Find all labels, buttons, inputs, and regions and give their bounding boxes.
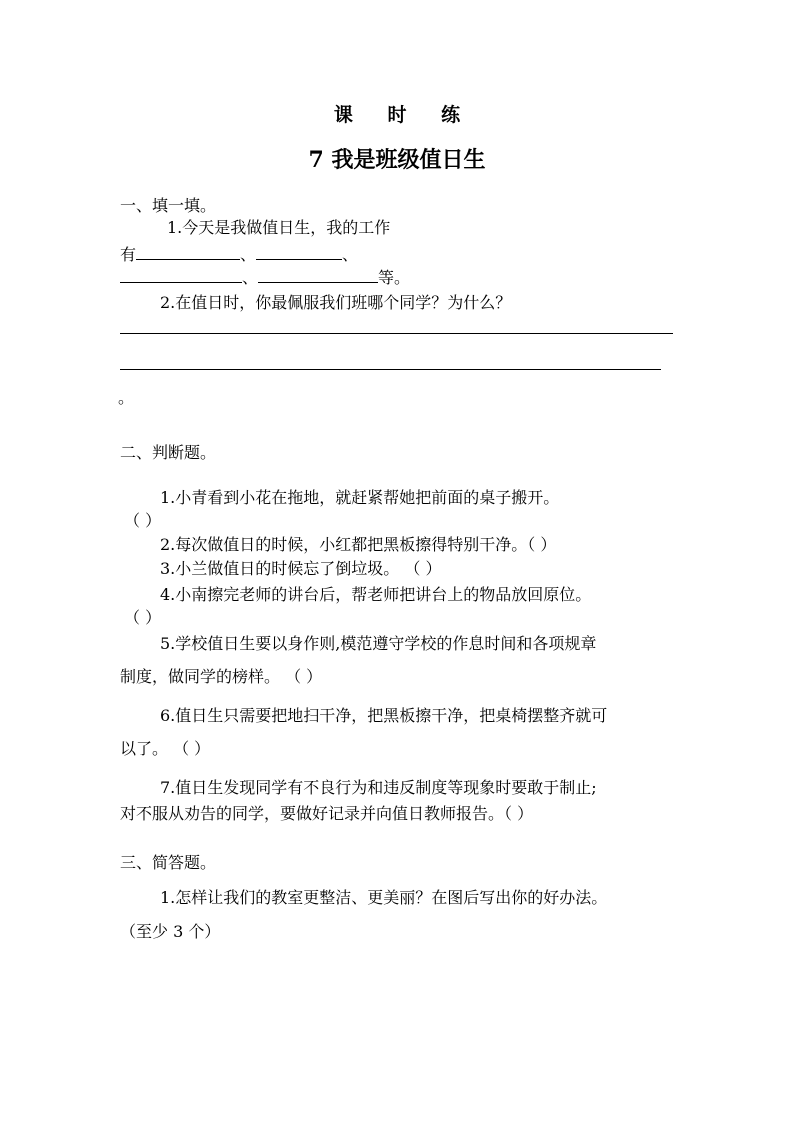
- judge-item-6-cont: 以了。 （ ）: [120, 739, 211, 758]
- judge-item-5-cont: 制度，做同学的榜样。 （ ）: [120, 667, 323, 686]
- judge-item-7-cont: 对不服从劝告的同学，要做好记录并向值日教师报告。（ ）: [120, 804, 534, 823]
- section-3-heading: 三、简答题。: [120, 853, 217, 872]
- section-1-heading: 一、填一填。: [120, 196, 217, 215]
- judge-item-3: 3.小兰做值日的时候忘了倒垃圾。 （ ）: [160, 559, 442, 578]
- separator: 、: [242, 268, 259, 287]
- fill-q1-prefix: 有: [120, 245, 137, 264]
- fill-q1-line3: [120, 266, 410, 289]
- separator: 、: [342, 245, 359, 264]
- short-q1-line2: （至少 3 个）: [120, 922, 221, 941]
- section-2-heading: 二、判断题。: [120, 443, 217, 462]
- judge-item-6: 6.值日生只需要把地扫干净，把黑板擦干净，把桌椅摆整齐就可: [160, 706, 608, 725]
- answer-blank-3[interactable]: [120, 266, 242, 283]
- answer-line-2[interactable]: [120, 369, 661, 370]
- judge-item-1: 1.小青看到小花在拖地，就赶紧帮她把前面的桌子搬开。: [160, 488, 560, 507]
- short-q1-line1: 1.怎样让我们的教室更整洁、更美丽？在图后写出你的好办法。: [160, 888, 608, 907]
- fill-q1-end: 等。: [378, 268, 411, 287]
- worksheet-title: 课 时 练: [333, 104, 475, 126]
- fill-q2-end: 。: [118, 388, 135, 407]
- judge-item-5: 5.学校值日生要以身作则,模范遵守学校的作息时间和各项规章: [160, 634, 597, 653]
- judge-item-4-bracket[interactable]: （ ）: [124, 608, 162, 627]
- judge-item-1-bracket[interactable]: （ ）: [124, 511, 162, 530]
- answer-blank-1[interactable]: [136, 243, 240, 260]
- answer-line-1[interactable]: [120, 333, 673, 334]
- separator: 、: [240, 245, 257, 264]
- answer-blank-4[interactable]: [258, 266, 378, 283]
- answer-blank-2[interactable]: [256, 243, 342, 260]
- judge-item-2: 2.每次做值日的时候，小红都把黑板擦得特别干净。（ ）: [160, 535, 557, 554]
- lesson-title: 7 我是班级值日生: [308, 147, 486, 173]
- fill-q1-line1: 1.今天是我做值日生，我的工作: [167, 218, 391, 237]
- judge-item-7: 7.值日生发现同学有不良行为和违反制度等现象时要敢于制止;: [160, 778, 597, 797]
- fill-q2: 2.在值日时，你最佩服我们班哪个同学？为什么？: [160, 293, 512, 312]
- fill-q1-line2: [120, 243, 358, 266]
- judge-item-4: 4.小南擦完老师的讲台后，帮老师把讲台上的物品放回原位。: [160, 585, 592, 604]
